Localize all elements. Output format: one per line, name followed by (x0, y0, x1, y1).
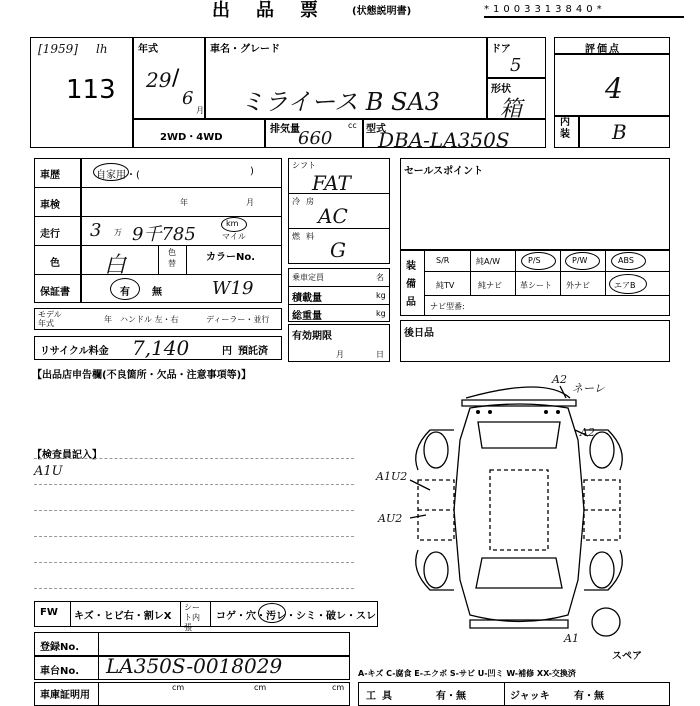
warranty-no: 無 (152, 287, 162, 298)
tool-value: 有・無 (436, 691, 466, 702)
capacity-unit: 名 (376, 273, 384, 282)
fw-items: キズ・ヒビ右・割レX (74, 611, 172, 622)
recycle-status: 預託済 (238, 346, 268, 357)
mileage-man-label: 万 (114, 228, 122, 237)
shift-label: シフト (292, 161, 316, 170)
name-label: 車名・グレード (210, 44, 280, 55)
mileage-value: 9千785 (132, 224, 196, 245)
lot-stamp-suffix: lh (96, 42, 108, 56)
diagram-mark-au2: AU2 (378, 512, 403, 525)
drive-label: 2WD・4WD (160, 132, 223, 143)
mileage-unit-mile: マイル (222, 232, 246, 241)
color-label: 色 (50, 258, 60, 269)
history-label: 車歴 (40, 170, 60, 181)
registration-row (34, 632, 350, 656)
cool-label: 冷房 (292, 197, 320, 206)
repaint-label: 色替 (168, 248, 176, 268)
weight-unit: kg (376, 309, 386, 318)
diagram-mark-a1: A1 (564, 632, 579, 645)
cool-value: AC (318, 204, 348, 228)
inspector-notes-label: 【検査員記入】 (32, 450, 102, 461)
rear-seat-box (400, 320, 670, 362)
diagram-mark-a1u2: A1U2 (376, 470, 408, 483)
seat-items: コゲ・穴・汚レ・シミ・破レ・スレ (216, 611, 376, 622)
model-year-year: 年 (104, 315, 112, 324)
equip-ps: P/S (528, 256, 541, 265)
mileage-unit-km: km (226, 219, 239, 228)
equip-ext-navi: 外ナビ (566, 281, 590, 290)
warranty-yes: 有 (120, 287, 130, 298)
model-label: 型式 (366, 124, 386, 135)
mileage-man: 3 (90, 220, 102, 241)
capacity-label: 乗車定員 (292, 273, 324, 282)
equip-abs: ABS (618, 256, 634, 265)
equip-aw: 純A/W (476, 257, 501, 266)
equip-sr: S/R (436, 256, 450, 265)
equip-pw: P/W (572, 256, 588, 265)
navi-model-label: ナビ型番: (430, 302, 465, 311)
door-value: 5 (510, 55, 522, 76)
jack-value: 有・無 (574, 691, 604, 702)
month-value: 6 (182, 88, 194, 109)
form-subtitle: (状態説明書) (352, 6, 412, 17)
inspection-label: 車検 (40, 200, 60, 211)
history-value: 自家用・( (96, 170, 140, 181)
score-value: 4 (605, 72, 623, 105)
damage-legend: A-キズ C-腐食 E-エクボ S-サビ U-凹ミ W-補修 XX-交換済 (358, 669, 576, 678)
score-label: 評価点 (585, 44, 621, 55)
recycle-value: 7,140 (132, 336, 190, 360)
equip-airbag: エアB (614, 281, 636, 290)
dealer-option: ディーラー・並行 (206, 315, 270, 324)
inspection-year: 年 (180, 198, 188, 207)
car-damage-diagram (370, 370, 670, 660)
color-value: 白 (104, 253, 127, 278)
diagram-mark-a2-right: A2 (580, 426, 595, 439)
seat-label: シート内張 (184, 603, 200, 632)
exhibitor-notes-label: 【出品店申告欄(不良箇所・欠品・注意事項等)】 (32, 370, 252, 381)
diagram-mark-a2-top: A2 (552, 373, 567, 386)
handle-option: ハンドル 左・右 (120, 315, 179, 324)
model-year-label: モデル年式 (38, 310, 62, 328)
interior-label: 内装 (560, 117, 570, 140)
spare-label: スペア (612, 651, 642, 662)
warranty-label: 保証書 (40, 287, 70, 298)
lot-number: 113 (66, 75, 116, 105)
jack-label: ジャッキ (510, 691, 550, 702)
recycle-unit: 円 (222, 346, 232, 357)
cert-cm-3: cm (332, 683, 345, 692)
shift-value: FAT (312, 171, 351, 195)
sales-point-label: セールスポイント (404, 166, 484, 177)
interior-value: B (612, 120, 627, 144)
equip-tv: 純TV (436, 281, 455, 290)
cert-cm-1: cm (172, 683, 185, 692)
load-label: 積載量 (292, 293, 322, 304)
door-label: ドア (491, 44, 511, 55)
year-label: 年式 (138, 44, 158, 55)
inspection-month: 月 (246, 198, 254, 207)
year-value: 29 (146, 68, 172, 92)
cc-unit: cc (348, 121, 357, 130)
color-code-value: W19 (212, 278, 254, 299)
history-close: ) (250, 166, 254, 177)
cc-value: 660 (298, 128, 333, 149)
tool-label: 工具 (366, 691, 398, 702)
weight-label: 総重量 (292, 311, 322, 322)
shape-label: 形状 (491, 84, 511, 95)
chassis-label: 車台No. (40, 666, 80, 677)
color-code-label: カラーNo. (206, 252, 256, 263)
expiry-label: 有効期限 (292, 331, 332, 342)
serial-underline (484, 16, 684, 18)
recycle-label: リサイクル料金 (40, 346, 109, 357)
equip-navi: 純ナビ (478, 281, 502, 290)
rear-seat-label: 後日品 (404, 328, 434, 339)
fuel-value: G (330, 238, 346, 262)
equip-leather: 革シート (520, 281, 552, 290)
month-label: 月 (196, 106, 204, 115)
fw-label: FW (40, 607, 58, 618)
lot-stamp: [1959] (38, 42, 78, 56)
serial-number: *1003313840* (484, 4, 606, 15)
chassis-value: LA350S-0018029 (106, 654, 283, 678)
mileage-label: 走行 (40, 229, 60, 240)
equipment-label: 装備品 (406, 261, 416, 308)
fuel-label: 燃料 (292, 232, 320, 241)
name-value: ミライース B SA3 (240, 88, 441, 116)
diagram-mark-panel: ネーレ (572, 382, 605, 395)
cc-label: 排気量 (270, 124, 300, 135)
registration-label: 登録No. (40, 642, 80, 653)
inspector-notes-value: A1U (34, 464, 63, 479)
cert-cm-2: cm (254, 683, 267, 692)
model-value: DBA-LA350S (378, 128, 510, 152)
form-title: 出品票 (212, 0, 344, 21)
load-unit: kg (376, 291, 386, 300)
shape-value: 箱 (500, 97, 523, 122)
expiry-month: 月 (336, 350, 344, 359)
cert-label: 車庫証明用 (40, 690, 90, 701)
expiry-day: 日 (376, 350, 384, 359)
